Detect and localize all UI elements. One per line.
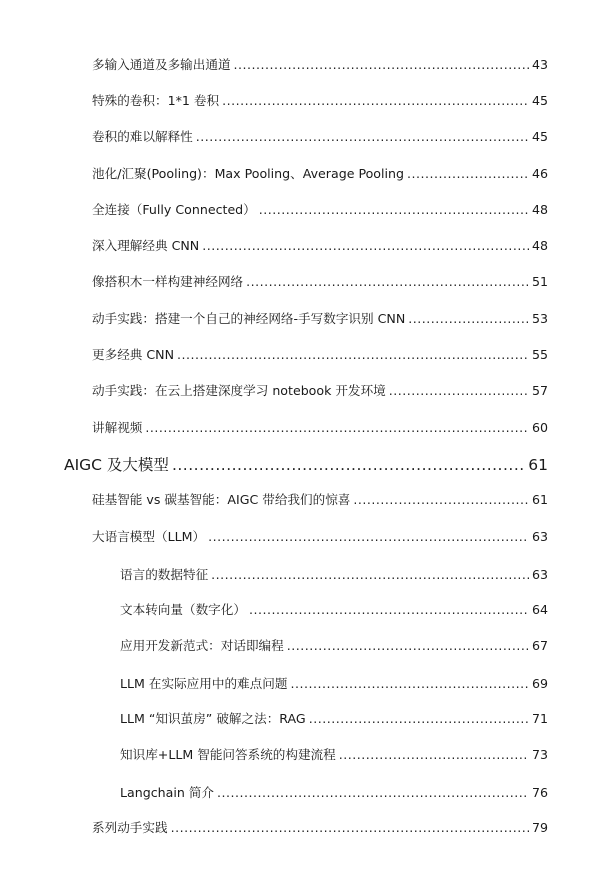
toc-page-number: 71 <box>531 711 548 726</box>
toc-page-number: 67 <box>531 638 548 653</box>
toc-dot-leader <box>208 527 529 547</box>
toc-entry[interactable] <box>92 818 548 838</box>
toc-entry-title: 卷积的难以解释性 <box>92 129 193 144</box>
toc-entry-title: 更多经典 CNN <box>92 347 175 362</box>
toc-dot-leader <box>407 164 529 184</box>
toc-page-number: 51 <box>531 274 548 289</box>
toc-entry-title: 应用开发新范式：对话即编程 <box>120 638 284 653</box>
toc-entry-title: 知识库+LLM 智能问答系统的构建流程 <box>120 747 336 762</box>
toc-page-number: 61 <box>531 492 548 507</box>
toc-subentry[interactable] <box>120 783 548 803</box>
toc-page-number: 55 <box>531 347 548 362</box>
toc-dot-leader <box>287 636 529 656</box>
toc-dot-leader <box>217 783 529 803</box>
toc-dot-leader <box>249 600 529 620</box>
toc-page-number: 48 <box>531 202 548 217</box>
toc-dot-leader <box>290 674 529 694</box>
toc-dot-leader <box>172 453 525 477</box>
toc-page-number: 53 <box>531 311 548 326</box>
toc-entry-title: 讲解视频 <box>92 420 143 435</box>
toc-page-number: 63 <box>531 529 548 544</box>
toc-entry-title: 特殊的卷积：1*1 卷积 <box>92 93 220 108</box>
toc-dot-leader <box>234 55 529 75</box>
toc-dot-leader <box>211 565 529 585</box>
toc-entry[interactable] <box>92 91 548 111</box>
toc-dot-leader <box>202 236 529 256</box>
toc-chapter-title: AIGC 及大模型 <box>64 456 169 474</box>
toc-subentry[interactable] <box>120 745 548 765</box>
toc-entry-title: LLM 在实际应用中的难点问题 <box>120 676 288 691</box>
toc-dot-leader <box>408 309 529 329</box>
toc-dot-leader <box>196 127 529 147</box>
toc-entry[interactable] <box>92 55 548 75</box>
toc-entry-title: 硅基智能 vs 碳基智能：AIGC 带给我们的惊喜 <box>92 492 351 507</box>
toc-entry[interactable] <box>92 309 548 329</box>
toc-entry[interactable] <box>92 527 548 547</box>
toc-subentry[interactable] <box>120 674 548 694</box>
toc-entry[interactable] <box>92 272 548 292</box>
toc-page-number: 45 <box>531 129 548 144</box>
toc-page-number: 79 <box>531 820 548 835</box>
toc-dot-leader <box>145 418 529 438</box>
toc-entry-title: 语言的数据特征 <box>120 567 209 582</box>
toc-entry-title: 像搭积木一样构建神经网络 <box>92 274 244 289</box>
toc-dot-leader <box>353 490 529 510</box>
toc-entry[interactable] <box>92 345 548 365</box>
toc-chapter-entry[interactable] <box>64 453 548 477</box>
toc-page-number: 57 <box>531 383 548 398</box>
toc-entry[interactable] <box>92 200 548 220</box>
toc-entry-title: 动手实践：搭建一个自己的神经网络-手写数字识别 CNN <box>92 311 406 326</box>
toc-subentry[interactable] <box>120 636 548 656</box>
toc-entry-title: 文本转向量（数字化） <box>120 602 246 617</box>
toc-entry-title: 池化/汇聚(Pooling)：Max Pooling、Average Pooling <box>92 166 404 181</box>
toc-page-number: 46 <box>531 166 548 181</box>
toc-dot-leader <box>171 818 529 838</box>
toc-entry-title: 多输入通道及多输出通道 <box>92 57 231 72</box>
toc-entry[interactable] <box>92 236 548 256</box>
toc-subentry[interactable] <box>120 709 548 729</box>
toc-page-number: 45 <box>531 93 548 108</box>
toc-subentry[interactable] <box>120 600 548 620</box>
toc-entry[interactable] <box>92 127 548 147</box>
toc-subentry[interactable] <box>120 565 548 585</box>
toc-entry-title: 深入理解经典 CNN <box>92 238 200 253</box>
toc-dot-leader <box>222 91 529 111</box>
toc-page-number: 43 <box>531 57 548 72</box>
toc-page-number: 60 <box>531 420 548 435</box>
toc-page-number: 61 <box>528 456 548 474</box>
toc-entry-title: 大语言模型（LLM） <box>92 529 206 544</box>
toc-page-number: 73 <box>531 747 548 762</box>
toc-page-number: 76 <box>531 785 548 800</box>
toc-entry[interactable] <box>92 418 548 438</box>
toc-page-number: 63 <box>531 567 548 582</box>
toc-entry[interactable] <box>92 490 548 510</box>
toc-entry-title: LLM “知识茧房” 破解之法：RAG <box>120 711 306 726</box>
toc-dot-leader <box>259 200 529 220</box>
toc-dot-leader <box>177 345 529 365</box>
toc-dot-leader <box>339 745 529 765</box>
toc-entry[interactable] <box>92 164 548 184</box>
toc-page-number: 64 <box>531 602 548 617</box>
toc-entry-title: 系列动手实践 <box>92 820 168 835</box>
toc-entry-title: 全连接（Fully Connected） <box>92 202 256 217</box>
toc-dot-leader <box>389 381 529 401</box>
toc-entry[interactable] <box>92 381 548 401</box>
toc-dot-leader <box>309 709 529 729</box>
toc-dot-leader <box>246 272 529 292</box>
toc-page-number: 69 <box>531 676 548 691</box>
toc-entry-title: Langchain 简介 <box>120 785 215 800</box>
toc-page-number: 48 <box>531 238 548 253</box>
toc-entry-title: 动手实践：在云上搭建深度学习 notebook 开发环境 <box>92 383 386 398</box>
